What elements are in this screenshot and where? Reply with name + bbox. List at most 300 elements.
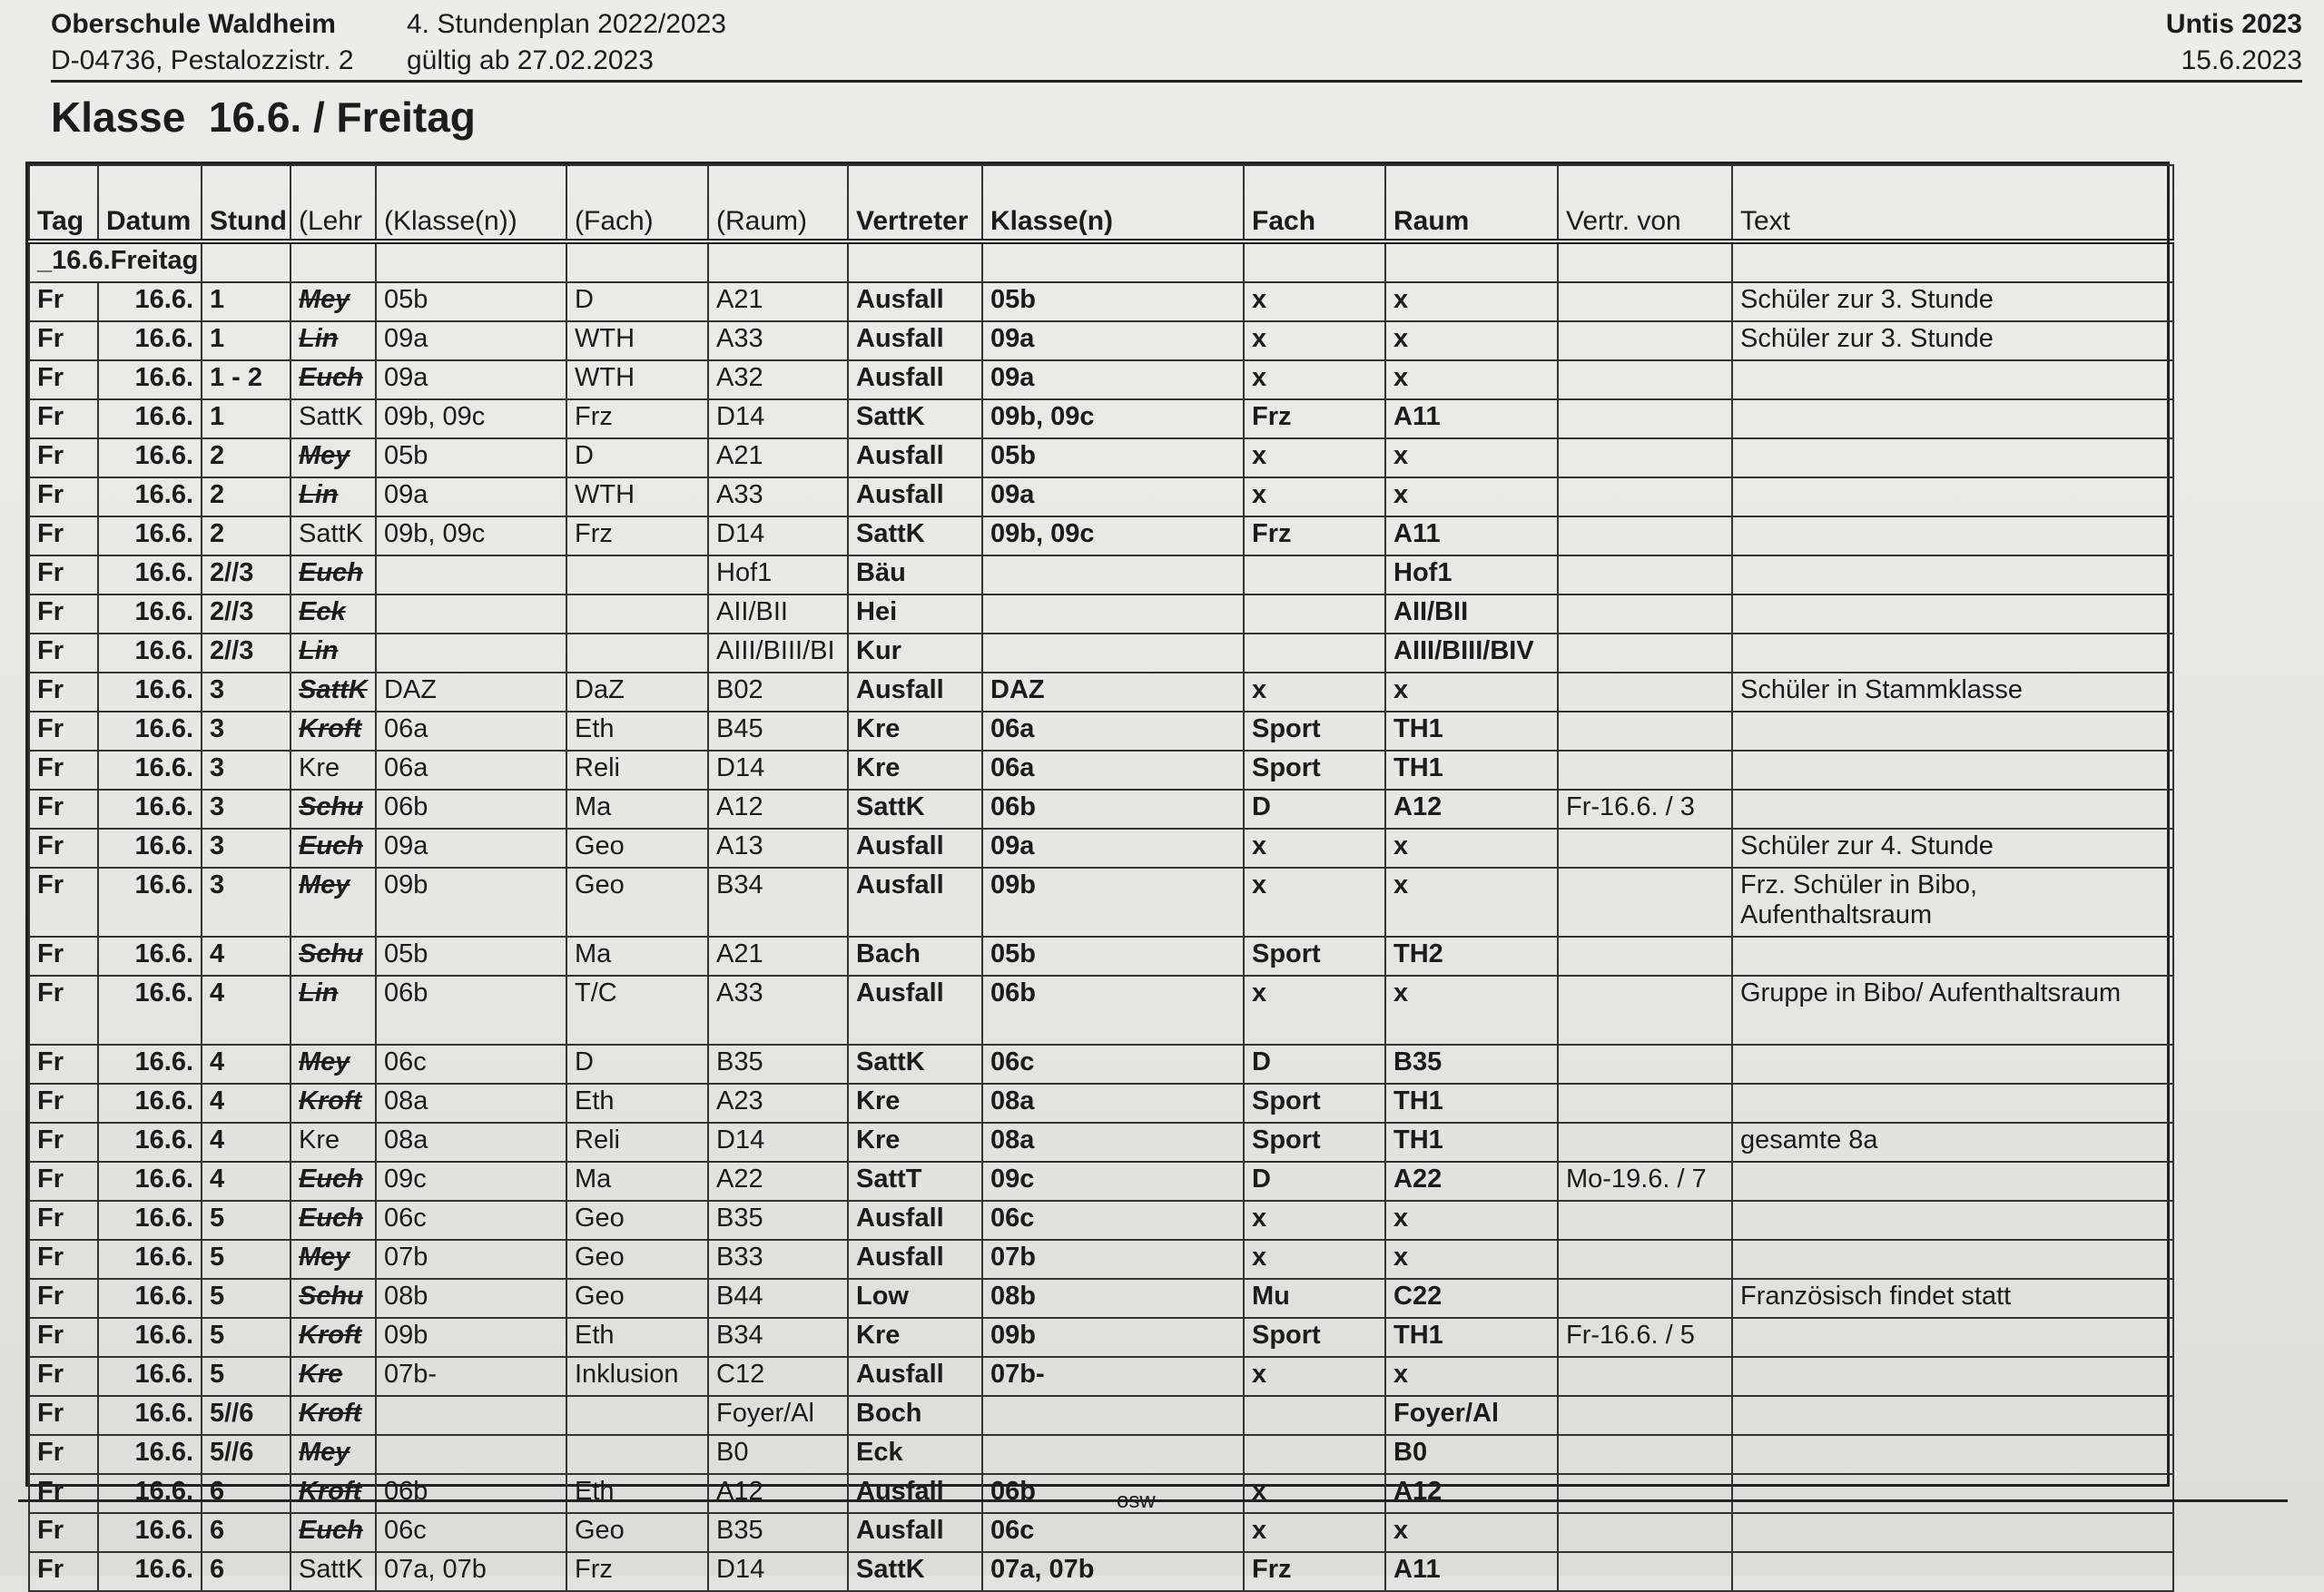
cell-vertreter: Kre bbox=[848, 1318, 982, 1357]
cell-klasse-alt: DAZ bbox=[376, 673, 566, 712]
cell-stunde: 5 bbox=[202, 1240, 290, 1279]
column-header-text: Text bbox=[1732, 165, 2173, 241]
cell-klasse-alt: 09b, 09c bbox=[376, 516, 566, 555]
cell-raum-neu: C22 bbox=[1385, 1279, 1558, 1318]
cell-stunde: 5 bbox=[202, 1318, 290, 1357]
cell-fach-alt: Eth bbox=[566, 712, 708, 751]
cell-tag: Fr bbox=[29, 1201, 98, 1240]
cell-fach-neu bbox=[1244, 555, 1385, 595]
cell-fach-neu bbox=[1244, 595, 1385, 634]
cell-vertr-von bbox=[1558, 1552, 1732, 1591]
cell-lehrer: Euch bbox=[290, 555, 376, 595]
cell-vertr-von bbox=[1558, 937, 1732, 976]
cell-fach-alt: WTH bbox=[566, 321, 708, 360]
cell-vertr-von bbox=[1558, 399, 1732, 438]
table-body bbox=[29, 241, 2173, 1591]
cell-raum-neu: x bbox=[1385, 360, 1558, 399]
cell-text: gesamte 8a bbox=[1732, 1123, 2173, 1162]
cell-klasse-neu: 08b bbox=[982, 1279, 1244, 1318]
cell-klasse-alt: 07b bbox=[376, 1240, 566, 1279]
cell-raum-alt: B02 bbox=[708, 673, 848, 712]
table-row bbox=[29, 1318, 2173, 1357]
table-row bbox=[29, 1474, 2173, 1513]
cell-raum-alt: AII/BII bbox=[708, 595, 848, 634]
cell-fach-alt: Frz bbox=[566, 399, 708, 438]
cell-datum: 16.6. bbox=[98, 555, 202, 595]
cell-text: Französisch findet statt bbox=[1732, 1279, 2173, 1318]
cell-datum: 16.6. bbox=[98, 1396, 202, 1435]
cell-klasse-neu: 08a bbox=[982, 1084, 1244, 1123]
cell-lehrer: Euch bbox=[290, 360, 376, 399]
cell-klasse-alt: 06b bbox=[376, 1474, 566, 1513]
table-row bbox=[29, 712, 2173, 751]
cell-fach-alt: DaZ bbox=[566, 673, 708, 712]
cell-vertr-von: Fr-16.6. / 3 bbox=[1558, 790, 1732, 829]
cell-stunde: 4 bbox=[202, 937, 290, 976]
cell-raum-alt: B44 bbox=[708, 1279, 848, 1318]
cell-vertr-von bbox=[1558, 751, 1732, 790]
cell-raum-alt: B0 bbox=[708, 1435, 848, 1474]
cell-stunde: 2//3 bbox=[202, 555, 290, 595]
table-row bbox=[29, 673, 2173, 712]
table-row bbox=[29, 937, 2173, 976]
cell-stunde: 2//3 bbox=[202, 634, 290, 673]
cell-lehrer: Kroft bbox=[290, 1084, 376, 1123]
cell-fach-neu: x bbox=[1244, 282, 1385, 321]
cell-klasse-alt: 05b bbox=[376, 282, 566, 321]
cell-klasse-alt: 06a bbox=[376, 751, 566, 790]
cell-raum-alt: Hof1 bbox=[708, 555, 848, 595]
cell-klasse-neu: 09b bbox=[982, 868, 1244, 937]
cell-text bbox=[1732, 1084, 2173, 1123]
cell-text bbox=[1732, 1318, 2173, 1357]
cell-klasse-neu: 09b bbox=[982, 1318, 1244, 1357]
cell-datum: 16.6. bbox=[98, 1162, 202, 1201]
cell-vertreter: SattK bbox=[848, 516, 982, 555]
cell-lehrer: Schu bbox=[290, 937, 376, 976]
cell-stunde: 1 bbox=[202, 282, 290, 321]
cell-vertr-von bbox=[1558, 976, 1732, 1045]
cell-vertr-von bbox=[1558, 360, 1732, 399]
table-row bbox=[29, 399, 2173, 438]
cell-klasse-neu: 06b bbox=[982, 1474, 1244, 1513]
cell-klasse-neu: 09a bbox=[982, 321, 1244, 360]
cell-klasse-alt: 08a bbox=[376, 1084, 566, 1123]
footer-mark: osw bbox=[1117, 1489, 1156, 1513]
cell-lehrer: SattK bbox=[290, 1552, 376, 1591]
cell-raum-neu: x bbox=[1385, 321, 1558, 360]
cell-tag: Fr bbox=[29, 1396, 98, 1435]
cell-fach-neu: x bbox=[1244, 1474, 1385, 1513]
cell-lehrer: Kroft bbox=[290, 712, 376, 751]
cell-stunde: 3 bbox=[202, 868, 290, 937]
cell-vertreter: Low bbox=[848, 1279, 982, 1318]
cell-klasse-neu bbox=[982, 1435, 1244, 1474]
cell-klasse-neu bbox=[982, 634, 1244, 673]
cell-datum: 16.6. bbox=[98, 321, 202, 360]
cell-lehrer: Mey bbox=[290, 1045, 376, 1084]
table-row bbox=[29, 634, 2173, 673]
cell-lehrer: Kre bbox=[290, 1357, 376, 1396]
cell-raum-neu: TH1 bbox=[1385, 1318, 1558, 1357]
cell-fach-alt: Frz bbox=[566, 516, 708, 555]
cell-text bbox=[1732, 1552, 2173, 1591]
cell-datum: 16.6. bbox=[98, 360, 202, 399]
table-row bbox=[29, 1045, 2173, 1084]
cell-fach-neu: x bbox=[1244, 1513, 1385, 1552]
cell-tag: Fr bbox=[29, 282, 98, 321]
cell-fach-alt: Reli bbox=[566, 751, 708, 790]
cell-vertr-von bbox=[1558, 634, 1732, 673]
cell-klasse-neu: DAZ bbox=[982, 673, 1244, 712]
cell-vertreter: Ausfall bbox=[848, 976, 982, 1045]
cell-fach-neu: x bbox=[1244, 868, 1385, 937]
cell-klasse-neu: 08a bbox=[982, 1123, 1244, 1162]
cell-fach-neu bbox=[1244, 1435, 1385, 1474]
cell-raum-alt: D14 bbox=[708, 516, 848, 555]
cell-vertreter: Ausfall bbox=[848, 1357, 982, 1396]
table-row bbox=[29, 751, 2173, 790]
table-row bbox=[29, 1396, 2173, 1435]
cell-vertreter: Ausfall bbox=[848, 1474, 982, 1513]
cell-raum-alt: A12 bbox=[708, 790, 848, 829]
cell-raum-neu: AIII/BIII/BIV bbox=[1385, 634, 1558, 673]
cell-fach-neu bbox=[1244, 1396, 1385, 1435]
cell-raum-alt: B35 bbox=[708, 1045, 848, 1084]
cell-fach-alt: Geo bbox=[566, 1279, 708, 1318]
cell-tag: Fr bbox=[29, 438, 98, 477]
cell-fach-alt: Ma bbox=[566, 1162, 708, 1201]
cell-klasse-alt: 09a bbox=[376, 321, 566, 360]
cell-tag: Fr bbox=[29, 1279, 98, 1318]
cell-klasse-alt: 06c bbox=[376, 1201, 566, 1240]
cell-datum: 16.6. bbox=[98, 516, 202, 555]
cell-raum-neu: TH2 bbox=[1385, 937, 1558, 976]
valid-from: gültig ab 27.02.2023 bbox=[407, 45, 654, 75]
cell-stunde: 4 bbox=[202, 1084, 290, 1123]
cell-raum-neu: A11 bbox=[1385, 1552, 1558, 1591]
cell-text bbox=[1732, 1474, 2173, 1513]
cell-raum-neu: Hof1 bbox=[1385, 555, 1558, 595]
cell-vertreter: Boch bbox=[848, 1396, 982, 1435]
column-header-raum-neu: Raum bbox=[1385, 165, 1558, 241]
cell-stunde: 2 bbox=[202, 477, 290, 516]
cell-lehrer: SattK bbox=[290, 399, 376, 438]
column-header-fach-alt: (Fach) bbox=[566, 165, 708, 241]
cell-tag: Fr bbox=[29, 321, 98, 360]
cell-fach-neu: Sport bbox=[1244, 1123, 1385, 1162]
cell-tag: Fr bbox=[29, 1513, 98, 1552]
cell-raum-neu: A12 bbox=[1385, 790, 1558, 829]
cell-vertr-von bbox=[1558, 829, 1732, 868]
cell-klasse-neu bbox=[982, 1396, 1244, 1435]
cell-raum-alt: D14 bbox=[708, 751, 848, 790]
cell-fach-alt: Geo bbox=[566, 868, 708, 937]
cell-raum-alt: A21 bbox=[708, 438, 848, 477]
cell-datum: 16.6. bbox=[98, 976, 202, 1045]
cell-text bbox=[1732, 360, 2173, 399]
cell-vertr-von bbox=[1558, 1474, 1732, 1513]
cell-text bbox=[1732, 790, 2173, 829]
cell-vertreter: Ausfall bbox=[848, 360, 982, 399]
cell-fach-neu: Sport bbox=[1244, 1318, 1385, 1357]
cell-vertreter: Bach bbox=[848, 937, 982, 976]
table-row bbox=[29, 477, 2173, 516]
cell-lehrer: Schu bbox=[290, 790, 376, 829]
cell-klasse-alt: 07b- bbox=[376, 1357, 566, 1396]
cell-vertr-von bbox=[1558, 1201, 1732, 1240]
cell-vertr-von: Mo-19.6. / 7 bbox=[1558, 1162, 1732, 1201]
cell-raum-alt: A21 bbox=[708, 937, 848, 976]
cell-text bbox=[1732, 712, 2173, 751]
cell-vertreter: Ausfall bbox=[848, 868, 982, 937]
cell-fach-alt bbox=[566, 1396, 708, 1435]
cell-datum: 16.6. bbox=[98, 1513, 202, 1552]
cell-raum-alt: A23 bbox=[708, 1084, 848, 1123]
cell-text: Frz. Schüler in Bibo, Aufenthaltsraum bbox=[1732, 868, 2173, 937]
cell-klasse-neu: 06b bbox=[982, 976, 1244, 1045]
cell-fach-neu: D bbox=[1244, 1162, 1385, 1201]
cell-klasse-neu: 06a bbox=[982, 712, 1244, 751]
table-row bbox=[29, 976, 2173, 1045]
cell-fach-alt: WTH bbox=[566, 477, 708, 516]
table-row bbox=[29, 790, 2173, 829]
cell-fach-alt bbox=[566, 1435, 708, 1474]
cell-datum: 16.6. bbox=[98, 1240, 202, 1279]
cell-klasse-neu: 06c bbox=[982, 1513, 1244, 1552]
cell-text bbox=[1732, 1240, 2173, 1279]
cell-datum: 16.6. bbox=[98, 1123, 202, 1162]
cell-datum: 16.6. bbox=[98, 673, 202, 712]
cell-stunde: 5 bbox=[202, 1357, 290, 1396]
cell-klasse-neu: 05b bbox=[982, 282, 1244, 321]
cell-fach-alt: D bbox=[566, 282, 708, 321]
cell-vertr-von bbox=[1558, 1045, 1732, 1084]
cell-fach-alt: T/C bbox=[566, 976, 708, 1045]
cell-lehrer: Lin bbox=[290, 321, 376, 360]
cell-datum: 16.6. bbox=[98, 282, 202, 321]
cell-fach-neu: Frz bbox=[1244, 516, 1385, 555]
cell-tag: Fr bbox=[29, 399, 98, 438]
cell-raum-neu: x bbox=[1385, 829, 1558, 868]
table-row bbox=[29, 1513, 2173, 1552]
cell-tag: Fr bbox=[29, 976, 98, 1045]
cell-fach-alt: Reli bbox=[566, 1123, 708, 1162]
cell-stunde: 4 bbox=[202, 1123, 290, 1162]
cell-klasse-neu: 09b, 09c bbox=[982, 516, 1244, 555]
table-row bbox=[29, 1123, 2173, 1162]
cell-fach-alt: Ma bbox=[566, 790, 708, 829]
cell-lehrer: Kre bbox=[290, 751, 376, 790]
cell-tag: Fr bbox=[29, 1318, 98, 1357]
cell-stunde: 1 - 2 bbox=[202, 360, 290, 399]
cell-raum-alt: B45 bbox=[708, 712, 848, 751]
cell-klasse-neu: 05b bbox=[982, 438, 1244, 477]
cell-raum-neu: B35 bbox=[1385, 1045, 1558, 1084]
cell-lehrer: SattK bbox=[290, 673, 376, 712]
cell-stunde: 3 bbox=[202, 829, 290, 868]
cell-stunde: 5 bbox=[202, 1279, 290, 1318]
cell-raum-alt: D14 bbox=[708, 1123, 848, 1162]
cell-tag: Fr bbox=[29, 751, 98, 790]
cell-klasse-alt: 07a, 07b bbox=[376, 1552, 566, 1591]
cell-text bbox=[1732, 438, 2173, 477]
cell-text bbox=[1732, 634, 2173, 673]
cell-vertreter: SattK bbox=[848, 399, 982, 438]
cell-klasse-neu: 06a bbox=[982, 751, 1244, 790]
cell-raum-alt: AIII/BIII/BI bbox=[708, 634, 848, 673]
cell-raum-alt: B34 bbox=[708, 1318, 848, 1357]
cell-text: Schüler zur 3. Stunde bbox=[1732, 321, 2173, 360]
cell-stunde: 2 bbox=[202, 438, 290, 477]
page-title: Klasse 16.6. / Freitag bbox=[51, 93, 476, 141]
cell-vertr-von bbox=[1558, 477, 1732, 516]
school-name: Oberschule Waldheim bbox=[51, 9, 336, 39]
cell-vertr-von bbox=[1558, 712, 1732, 751]
cell-klasse-neu: 06c bbox=[982, 1045, 1244, 1084]
cell-raum-alt: D14 bbox=[708, 399, 848, 438]
cell-fach-neu: Frz bbox=[1244, 1552, 1385, 1591]
cell-text bbox=[1732, 1435, 2173, 1474]
cell-raum-alt: B33 bbox=[708, 1240, 848, 1279]
cell-fach-alt: Geo bbox=[566, 1513, 708, 1552]
cell-text: Schüler in Stammklasse bbox=[1732, 673, 2173, 712]
cell-stunde: 2//3 bbox=[202, 595, 290, 634]
cell-datum: 16.6. bbox=[98, 595, 202, 634]
table-row bbox=[29, 1162, 2173, 1201]
cell-fach-alt: Frz bbox=[566, 1552, 708, 1591]
cell-text bbox=[1732, 595, 2173, 634]
cell-vertreter: SattK bbox=[848, 1045, 982, 1084]
table-row bbox=[29, 360, 2173, 399]
cell-fach-alt bbox=[566, 634, 708, 673]
column-header-raum-alt: (Raum) bbox=[708, 165, 848, 241]
cell-tag: Fr bbox=[29, 790, 98, 829]
cell-klasse-neu: 07a, 07b bbox=[982, 1552, 1244, 1591]
table-row bbox=[29, 1357, 2173, 1396]
cell-klasse-alt: 09a bbox=[376, 829, 566, 868]
cell-raum-neu: x bbox=[1385, 282, 1558, 321]
cell-raum-neu: B0 bbox=[1385, 1435, 1558, 1474]
cell-text bbox=[1732, 1357, 2173, 1396]
cell-stunde: 4 bbox=[202, 1045, 290, 1084]
cell-fach-neu: Sport bbox=[1244, 937, 1385, 976]
cell-fach-neu: x bbox=[1244, 829, 1385, 868]
cell-fach-alt: Geo bbox=[566, 829, 708, 868]
cell-fach-alt bbox=[566, 555, 708, 595]
cell-lehrer: Mey bbox=[290, 282, 376, 321]
cell-lehrer: Mey bbox=[290, 438, 376, 477]
cell-stunde: 6 bbox=[202, 1552, 290, 1591]
table-row bbox=[29, 1279, 2173, 1318]
cell-klasse-neu: 09a bbox=[982, 477, 1244, 516]
cell-fach-neu: x bbox=[1244, 1201, 1385, 1240]
column-header-lehrer: (Lehr bbox=[290, 165, 376, 241]
cell-vertreter: Bäu bbox=[848, 555, 982, 595]
cell-lehrer: Kre bbox=[290, 1123, 376, 1162]
cell-datum: 16.6. bbox=[98, 1474, 202, 1513]
cell-tag: Fr bbox=[29, 1045, 98, 1084]
cell-tag: Fr bbox=[29, 1123, 98, 1162]
cell-tag: Fr bbox=[29, 1435, 98, 1474]
cell-raum-neu: x bbox=[1385, 976, 1558, 1045]
cell-vertreter: Ausfall bbox=[848, 438, 982, 477]
cell-fach-neu: D bbox=[1244, 1045, 1385, 1084]
cell-raum-alt: A32 bbox=[708, 360, 848, 399]
cell-klasse-alt bbox=[376, 1396, 566, 1435]
cell-raum-alt: Foyer/Al bbox=[708, 1396, 848, 1435]
cell-tag: Fr bbox=[29, 868, 98, 937]
cell-fach-alt bbox=[566, 595, 708, 634]
cell-vertreter: Ausfall bbox=[848, 321, 982, 360]
cell-fach-neu: Sport bbox=[1244, 712, 1385, 751]
cell-lehrer: Euch bbox=[290, 1201, 376, 1240]
cell-lehrer: Euch bbox=[290, 1513, 376, 1552]
cell-datum: 16.6. bbox=[98, 1279, 202, 1318]
cell-lehrer: Mey bbox=[290, 1435, 376, 1474]
cell-vertr-von bbox=[1558, 321, 1732, 360]
cell-datum: 16.6. bbox=[98, 1084, 202, 1123]
cell-datum: 16.6. bbox=[98, 829, 202, 868]
column-header-datum: Datum bbox=[98, 165, 202, 241]
cell-text: Schüler zur 3. Stunde bbox=[1732, 282, 2173, 321]
cell-klasse-alt: 06b bbox=[376, 976, 566, 1045]
cell-klasse-alt: 09b bbox=[376, 868, 566, 937]
cell-raum-alt: A33 bbox=[708, 976, 848, 1045]
cell-vertreter: Eck bbox=[848, 1435, 982, 1474]
cell-klasse-alt: 09a bbox=[376, 477, 566, 516]
cell-stunde: 3 bbox=[202, 712, 290, 751]
cell-raum-alt: D14 bbox=[708, 1552, 848, 1591]
cell-vertr-von bbox=[1558, 516, 1732, 555]
cell-text bbox=[1732, 1513, 2173, 1552]
cell-tag: Fr bbox=[29, 1474, 98, 1513]
cell-tag: Fr bbox=[29, 673, 98, 712]
table-row bbox=[29, 1552, 2173, 1591]
cell-klasse-alt bbox=[376, 1435, 566, 1474]
cell-fach-neu: x bbox=[1244, 976, 1385, 1045]
cell-klasse-neu: 06c bbox=[982, 1201, 1244, 1240]
cell-klasse-alt: 06a bbox=[376, 712, 566, 751]
cell-datum: 16.6. bbox=[98, 1552, 202, 1591]
cell-lehrer: Kroft bbox=[290, 1396, 376, 1435]
cell-raum-neu: x bbox=[1385, 438, 1558, 477]
cell-vertreter: Kur bbox=[848, 634, 982, 673]
cell-vertr-von: Fr-16.6. / 5 bbox=[1558, 1318, 1732, 1357]
cell-tag: Fr bbox=[29, 360, 98, 399]
cell-fach-neu: x bbox=[1244, 673, 1385, 712]
cell-tag: Fr bbox=[29, 712, 98, 751]
cell-klasse-alt bbox=[376, 555, 566, 595]
cell-raum-neu: x bbox=[1385, 1240, 1558, 1279]
cell-fach-alt: Eth bbox=[566, 1318, 708, 1357]
cell-lehrer: Lin bbox=[290, 477, 376, 516]
cell-vertreter: SattT bbox=[848, 1162, 982, 1201]
cell-raum-alt: A33 bbox=[708, 321, 848, 360]
cell-tag: Fr bbox=[29, 1084, 98, 1123]
table-row bbox=[29, 1084, 2173, 1123]
cell-datum: 16.6. bbox=[98, 868, 202, 937]
cell-datum: 16.6. bbox=[98, 399, 202, 438]
cell-text bbox=[1732, 1045, 2173, 1084]
cell-tag: Fr bbox=[29, 477, 98, 516]
cell-raum-alt: A21 bbox=[708, 282, 848, 321]
cell-vertreter: Ausfall bbox=[848, 282, 982, 321]
cell-fach-neu bbox=[1244, 634, 1385, 673]
cell-klasse-neu: 05b bbox=[982, 937, 1244, 976]
table-header-row bbox=[29, 165, 2173, 241]
cell-fach-alt: Eth bbox=[566, 1084, 708, 1123]
